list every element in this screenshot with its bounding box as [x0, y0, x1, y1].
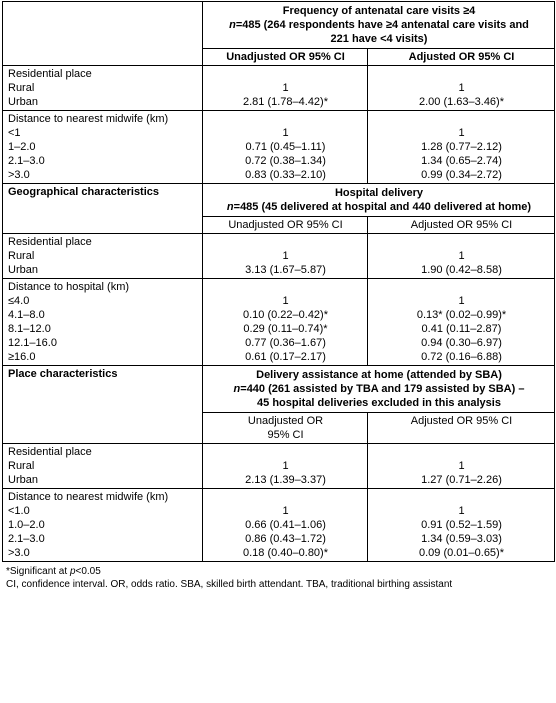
hosp-distance-adj [368, 279, 555, 366]
hosp-residential-adj [368, 234, 555, 279]
row-label: Rural [8, 460, 35, 472]
home-left-label: Place characteristics [3, 366, 203, 444]
row-label: >3.0 [8, 169, 30, 181]
value: 1.34 (0.59–3.03) [421, 533, 502, 545]
row-label: Urban [8, 96, 38, 108]
value: 0.94 (0.30–6.97) [421, 337, 502, 349]
value: 1 [458, 250, 465, 262]
home-distance-unadj [203, 489, 368, 562]
hosp-distance-unadj [203, 279, 368, 366]
value: 1 [282, 295, 289, 307]
row-label: 1–2.0 [8, 141, 36, 153]
table-footnotes [2, 562, 556, 591]
home-distance-adj [368, 489, 555, 562]
home-subtitle: n=440 (261 assisted by TBA and 179 assisted by SBA) – 45 hospital deliveries excluded in this analysis [233, 383, 525, 409]
value: 1 [458, 295, 465, 307]
value: 0.10 (0.22–0.42)* [242, 309, 328, 321]
home-residential-unadj [203, 444, 368, 489]
row-label: ≥16.0 [8, 351, 36, 363]
row-label: <1 [8, 127, 21, 139]
group-title: Residential place [8, 446, 92, 458]
home-title: Delivery assistance at home (attended by SBA) [256, 369, 502, 381]
row-label: Urban [8, 264, 38, 276]
group-title: Residential place [8, 236, 92, 248]
value: 1 [458, 460, 465, 472]
value: 1 [458, 82, 465, 94]
anc-distance-adj [368, 111, 555, 184]
odds-ratio-table [2, 1, 555, 562]
hosp-title-cell [203, 184, 555, 217]
anc-distance-row [3, 111, 555, 184]
value: 2.13 (1.39–3.37) [245, 474, 326, 486]
row-label: 12.1–16.0 [8, 337, 57, 349]
value: 0.83 (0.33–2.10) [245, 169, 326, 181]
hosp-col-unadjusted: Unadjusted OR 95% CI [203, 217, 368, 234]
row-label: 8.1–12.0 [8, 323, 51, 335]
anc-distance-labels [3, 111, 203, 184]
hosp-header-row [3, 184, 555, 217]
home-col-unadjusted: Unadjusted OR 95% CI [203, 413, 368, 444]
row-label: 4.1–8.0 [8, 309, 45, 321]
anc-residential-unadj [203, 66, 368, 111]
value: 0.77 (0.36–1.67) [245, 337, 326, 349]
hosp-subtitle: n=485 (45 delivered at hospital and 440 delivered at home) [226, 201, 532, 213]
anc-residential-row [3, 66, 555, 111]
value: 1 [282, 250, 289, 262]
value: 0.99 (0.34–2.72) [421, 169, 502, 181]
hosp-residential-unadj [203, 234, 368, 279]
significance-note: *Significant at p<0.05 [6, 566, 101, 577]
anc-subtitle: n=485 (264 respondents have ≥4 antenatal care visits and 221 have <4 visits) [229, 19, 529, 45]
value: 0.86 (0.43–1.72) [245, 533, 326, 545]
hosp-residential-labels [3, 234, 203, 279]
anc-residential-adj [368, 66, 555, 111]
group-title: Distance to hospital (km) [8, 281, 130, 293]
value: 1 [282, 127, 289, 139]
value: 1 [458, 127, 465, 139]
hosp-distance-row [3, 279, 555, 366]
anc-left-label [3, 2, 203, 66]
value: 1 [282, 505, 289, 517]
value: 1.28 (0.77–2.12) [421, 141, 502, 153]
value: 1.90 (0.42–8.58) [421, 264, 502, 276]
value: 0.91 (0.52–1.59) [421, 519, 502, 531]
home-header-row [3, 366, 555, 413]
anc-title-cell [203, 2, 555, 49]
value: 0.66 (0.41–1.06) [245, 519, 326, 531]
value: 1.34 (0.65–2.74) [421, 155, 502, 167]
value: 0.72 (0.16–6.88) [421, 351, 502, 363]
hosp-col-adjusted: Adjusted OR 95% CI [368, 217, 555, 234]
row-label: 1.0–2.0 [8, 519, 45, 531]
value: 2.00 (1.63–3.46)* [418, 96, 504, 108]
value: 0.13* (0.02–0.99)* [416, 309, 507, 321]
anc-header-row [3, 2, 555, 49]
value: 1.27 (0.71–2.26) [421, 474, 502, 486]
value: 1 [458, 505, 465, 517]
value: 0.61 (0.17–2.17) [245, 351, 326, 363]
group-title: Residential place [8, 68, 92, 80]
home-residential-labels [3, 444, 203, 489]
group-title: Distance to nearest midwife (km) [8, 113, 169, 125]
value: 0.18 (0.40–0.80)* [242, 547, 328, 559]
value: 0.09 (0.01–0.65)* [418, 547, 504, 559]
value: 1 [282, 460, 289, 472]
value: 0.72 (0.38–1.34) [245, 155, 326, 167]
hosp-left-label: Geographical characteristics [3, 184, 203, 234]
home-residential-row [3, 444, 555, 489]
row-label: 2.1–3.0 [8, 155, 45, 167]
row-label: Rural [8, 82, 35, 94]
row-label: ≤4.0 [8, 295, 30, 307]
value: 2.81 (1.78–4.42)* [242, 96, 328, 108]
value: 0.71 (0.45–1.11) [245, 141, 326, 153]
hosp-title: Hospital delivery [334, 187, 424, 199]
abbreviations-note: CI, confidence interval. OR, odds ratio. SBA, skilled birth attendant. TBA, traditional birthing assistant [6, 579, 453, 590]
anc-residential-labels [3, 66, 203, 111]
group-title: Distance to nearest midwife (km) [8, 491, 169, 503]
home-title-cell [203, 366, 555, 413]
home-distance-row [3, 489, 555, 562]
anc-col-unadjusted: Unadjusted OR 95% CI [203, 49, 368, 66]
home-col-adjusted: Adjusted OR 95% CI [368, 413, 555, 444]
home-residential-adj [368, 444, 555, 489]
row-label: Rural [8, 250, 35, 262]
row-label: >3.0 [8, 547, 30, 559]
value: 3.13 (1.67–5.87) [245, 264, 326, 276]
anc-title: Frequency of antenatal care visits ≥4 [282, 5, 476, 17]
row-label: <1.0 [8, 505, 30, 517]
anc-col-adjusted: Adjusted OR 95% CI [368, 49, 555, 66]
row-label: 2.1–3.0 [8, 533, 45, 545]
value: 0.29 (0.11–0.74)* [243, 323, 328, 335]
home-distance-labels [3, 489, 203, 562]
hosp-residential-row [3, 234, 555, 279]
value: 1 [282, 82, 289, 94]
anc-distance-unadj [203, 111, 368, 184]
row-label: Urban [8, 474, 38, 486]
value: 0.41 (0.11–2.87) [421, 323, 502, 335]
hosp-distance-labels [3, 279, 203, 366]
